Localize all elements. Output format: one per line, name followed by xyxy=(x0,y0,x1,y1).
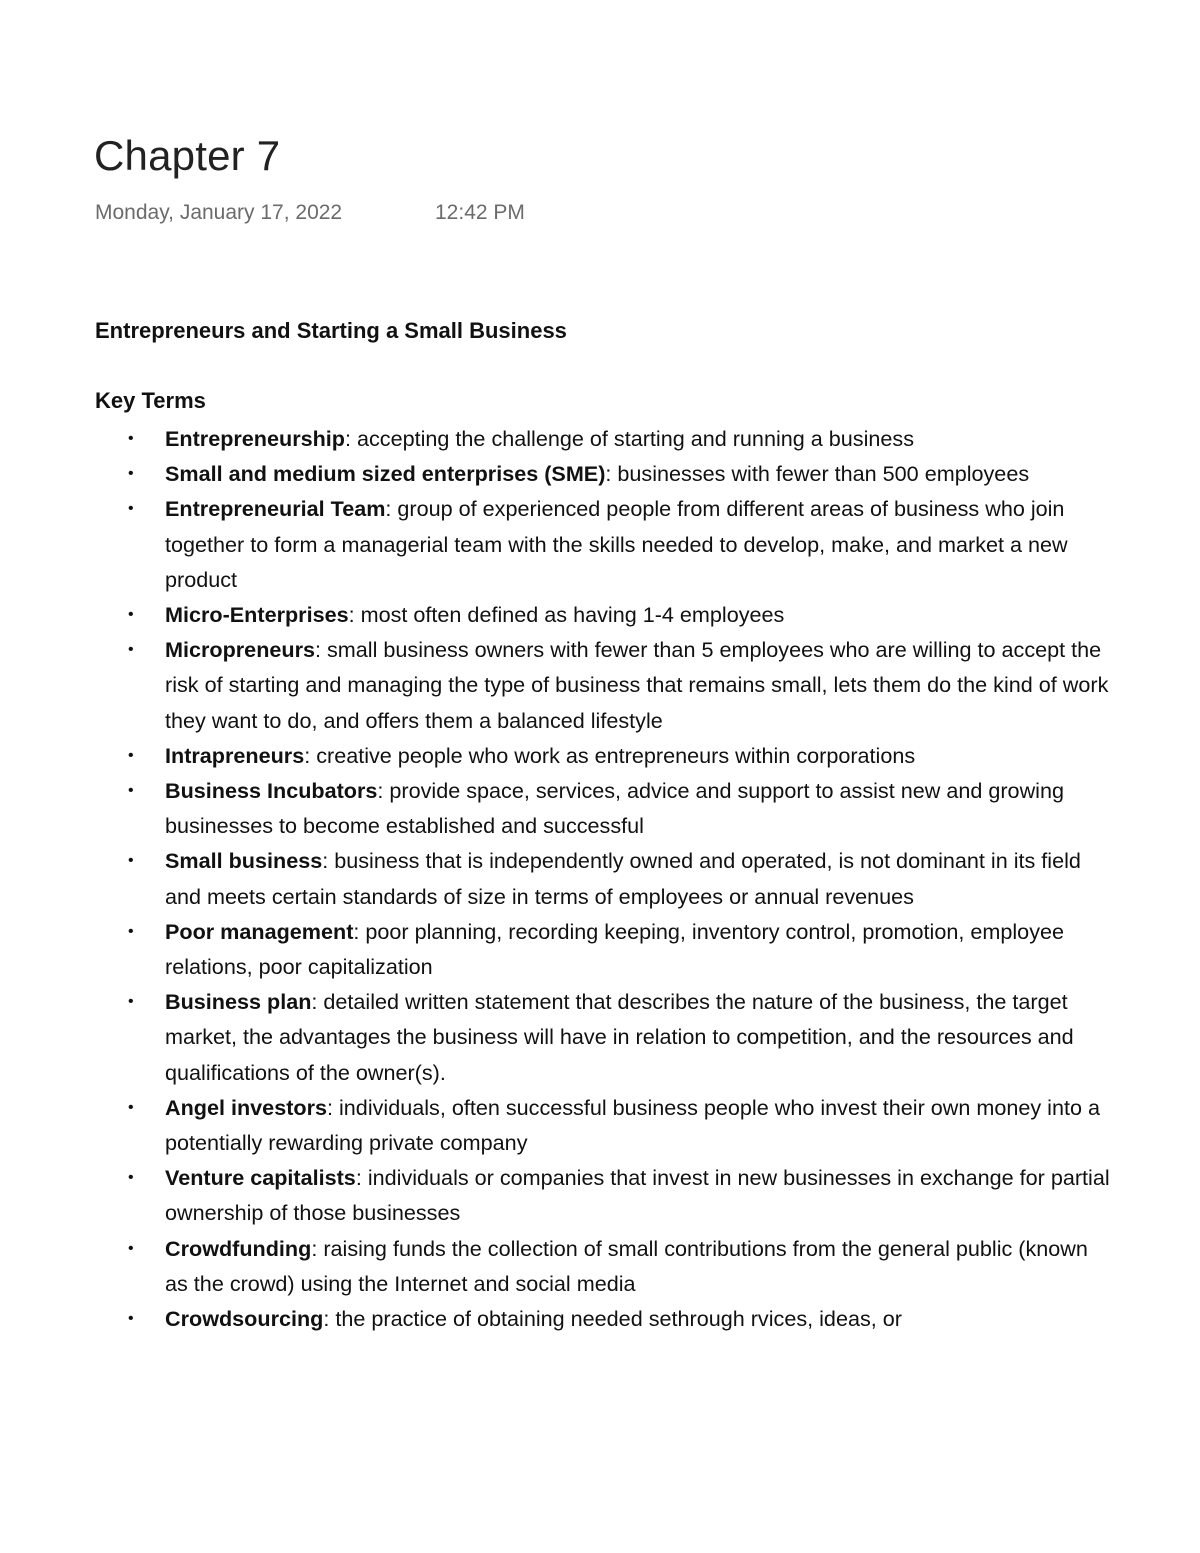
term-name: Entrepreneurship xyxy=(165,426,345,451)
term-name: Micropreneurs xyxy=(165,637,315,663)
term-separator: : xyxy=(311,1235,324,1261)
page-title: Chapter 7 xyxy=(94,132,281,179)
list-item xyxy=(95,421,1115,456)
bullet-icon: • xyxy=(128,852,134,870)
bullet-icon: • xyxy=(128,606,134,624)
list-item xyxy=(95,773,1115,843)
term-definition: group of experienced people from different areas of business who join together to form a managerial team with the skills needed to develop, make, and market a new product xyxy=(165,496,1068,592)
term-name: Angel investors xyxy=(165,1094,327,1120)
term-name: Small and medium sized enterprises (SME) xyxy=(165,461,606,487)
term-separator: : xyxy=(311,989,324,1015)
list-item xyxy=(95,1301,1115,1336)
term-definition: poor planning, recording keeping, inventory control, promotion, employee relations, poor capitalization xyxy=(165,918,1065,980)
bullet-icon: • xyxy=(128,1169,134,1187)
bullet-icon: • xyxy=(128,1098,134,1116)
term-definition: the practice of obtaining needed sethrough rvices, ideas, or xyxy=(335,1306,902,1332)
page-date: Monday, January 17, 2022 xyxy=(95,201,343,224)
term-name: Poor management xyxy=(165,918,354,944)
term-separator: : xyxy=(344,426,357,451)
section-heading: Entrepreneurs and Starting a Small Business xyxy=(95,318,567,343)
term-definition: individuals, often successful business people who invest their own money into a potentially rewarding private company xyxy=(165,1094,1101,1156)
page-timestamp xyxy=(95,201,525,225)
bullet-icon: • xyxy=(128,465,134,483)
term-name: Crowdfunding xyxy=(165,1235,312,1261)
term-definition: creative people who work as entrepreneurs within corporations xyxy=(316,742,916,768)
term-definition: accepting the challenge of starting and running a business xyxy=(356,426,915,451)
list-item xyxy=(95,491,1115,597)
term-name: Small business xyxy=(165,848,323,874)
term-separator: : xyxy=(377,778,390,804)
bullet-icon: • xyxy=(128,922,134,940)
term-name: Crowdsourcing xyxy=(165,1306,324,1332)
list-item xyxy=(95,1090,1115,1160)
bullet-icon: • xyxy=(128,746,134,764)
term-definition: business that is independently owned and operated, is not dominant in its field and meets certain standards of size in terms of employees or annual revenues xyxy=(165,848,1081,909)
term-definition: small business owners with fewer than 5 employees who are willing to accept the risk of starting and managing the type of business that remains small, lets them do the kind of work they want to do, and offers them a balanced lifestyle xyxy=(165,637,1109,733)
term-separator: : xyxy=(353,918,366,944)
term-definition: provide space, services, advice and support to assist new and growing businesses to become established and successful xyxy=(165,778,1064,839)
term-separator: : xyxy=(605,461,618,487)
term-name: Micro-Enterprises xyxy=(165,602,349,628)
bullet-icon: • xyxy=(128,993,134,1011)
term-name: Venture capitalists xyxy=(165,1165,356,1191)
bullet-icon: • xyxy=(128,1310,134,1328)
list-item xyxy=(95,456,1115,491)
term-name: Intrapreneurs xyxy=(165,742,305,768)
term-separator: : xyxy=(327,1094,339,1120)
list-item xyxy=(95,597,1115,632)
list-item xyxy=(95,632,1115,738)
term-definition: detailed written statement that describes the nature of the business, the target market, the advantages the business will have in relation to competition, and the resources and qualifications of the owner(s). xyxy=(165,989,1074,1085)
term-name: Business plan xyxy=(165,989,312,1015)
term-definition: most often defined as having 1-4 employees xyxy=(360,602,785,628)
term-definition: individuals or companies that invest in new businesses in exchange for partial ownership of those businesses xyxy=(165,1165,1110,1226)
list-item xyxy=(95,843,1115,913)
term-definition: raising funds the collection of small contributions from the general public (known as the crowd) using the Internet and social media xyxy=(165,1235,1088,1296)
term-definition: businesses with fewer than 500 employees xyxy=(617,461,1030,487)
term-separator: : xyxy=(385,496,398,522)
term-separator: : xyxy=(322,848,335,874)
term-separator: : xyxy=(355,1165,368,1191)
list-item xyxy=(95,738,1115,773)
term-separator: : xyxy=(304,742,317,768)
bullet-icon: • xyxy=(128,641,134,659)
list-item xyxy=(95,984,1115,1090)
list-item xyxy=(95,914,1115,984)
term-name: Business Incubators xyxy=(165,778,378,804)
term-separator: : xyxy=(315,637,327,663)
bullet-icon: • xyxy=(128,500,134,518)
bullet-icon: • xyxy=(128,430,134,447)
bullet-icon: • xyxy=(128,1239,134,1257)
term-name: Entrepreneurial Team xyxy=(165,496,386,522)
list-item xyxy=(95,1160,1115,1230)
list-item xyxy=(95,1231,1115,1301)
term-separator: : xyxy=(348,602,361,628)
key-terms-heading: Key Terms xyxy=(95,388,206,413)
key-terms-list xyxy=(95,421,1115,1336)
term-separator: : xyxy=(323,1306,336,1332)
page-time: 12:42 PM xyxy=(435,201,525,224)
bullet-icon: • xyxy=(128,782,134,800)
